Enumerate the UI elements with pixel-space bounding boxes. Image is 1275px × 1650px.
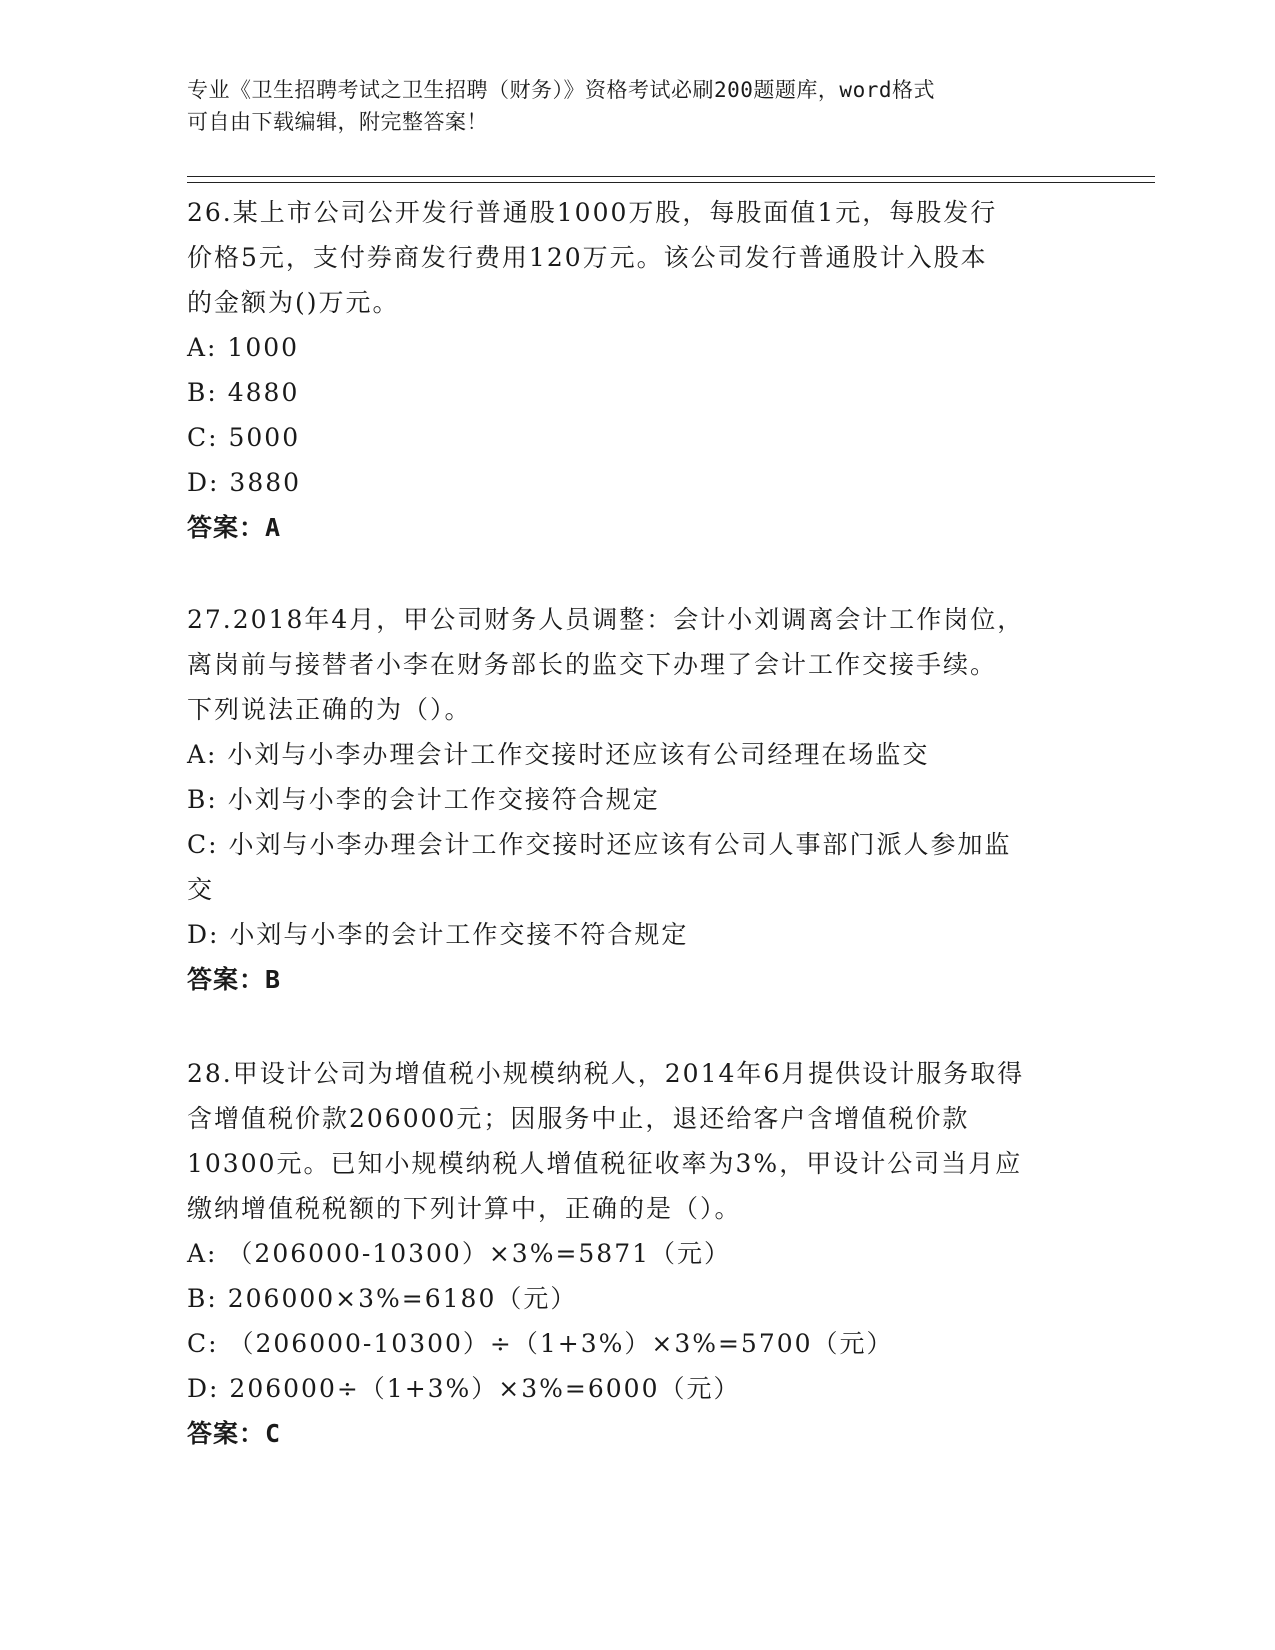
option-a: A: 小刘与小李办理会计工作交接时还应该有公司经理在场监交	[187, 740, 930, 769]
document-header	[187, 74, 1067, 138]
option-a: A: （206000-10300）×3%=5871（元）	[187, 1239, 732, 1268]
option-c: C: 小刘与小李办理会计工作交接时还应该有公司人事部门派人参加监	[187, 830, 1012, 859]
question-stem-line: 下列说法正确的为（）。	[187, 695, 472, 724]
header-divider	[187, 182, 1155, 183]
answer: 答案：C	[187, 1419, 282, 1448]
question-stem-line: 含增值税价款206000元；因服务中止，退还给客户含增值税价款	[187, 1104, 970, 1133]
question-27	[187, 597, 1087, 1002]
header-line: 可自由下载编辑，附完整答案！	[187, 110, 488, 134]
option-d: D: 3880	[187, 468, 302, 497]
question-stem-line: 离岗前与接替者小李在财务部长的监交下办理了会计工作交接手续。	[187, 650, 998, 679]
option-c: C: （206000-10300）÷（1+3%）×3%=5700（元）	[187, 1329, 894, 1358]
question-26	[187, 190, 1087, 550]
header-divider	[187, 176, 1155, 177]
option-b: B: 206000×3%=6180（元）	[187, 1284, 578, 1313]
question-stem-line: 价格5元，支付券商发行费用120万元。该公司发行普通股计入股本	[187, 243, 988, 272]
answer: 答案：B	[187, 965, 282, 994]
question-stem-line: 26.某上市公司公开发行普通股1000万股，每股面值1元，每股发行	[187, 198, 998, 227]
answer: 答案：A	[187, 513, 282, 542]
question-stem-line: 27.2018年4月，甲公司财务人员调整：会计小刘调离会计工作岗位，	[187, 605, 1025, 634]
header-line: 专业《卫生招聘考试之卫生招聘（财务）》资格考试必刷200题题库，word格式	[187, 78, 935, 102]
question-28	[187, 1051, 1087, 1456]
question-stem-line: 缴纳增值税税额的下列计算中，正确的是（）。	[187, 1194, 742, 1223]
option-a: A: 1000	[187, 333, 300, 362]
option-b: B: 4880	[187, 378, 300, 407]
question-stem-line: 10300元。已知小规模纳税人增值税征收率为3%，甲设计公司当月应	[187, 1149, 1023, 1178]
option-d: D: 小刘与小李的会计工作交接不符合规定	[187, 920, 689, 949]
option-c: C: 5000	[187, 423, 301, 452]
option-b: B: 小刘与小李的会计工作交接符合规定	[187, 785, 660, 814]
question-stem-line: 28.甲设计公司为增值税小规模纳税人，2014年6月提供设计服务取得	[187, 1059, 1025, 1088]
option-d: D: 206000÷（1+3%）×3%=6000（元）	[187, 1374, 741, 1403]
option-c-continued: 交	[187, 875, 215, 904]
question-stem-line: 的金额为()万元。	[187, 288, 400, 317]
